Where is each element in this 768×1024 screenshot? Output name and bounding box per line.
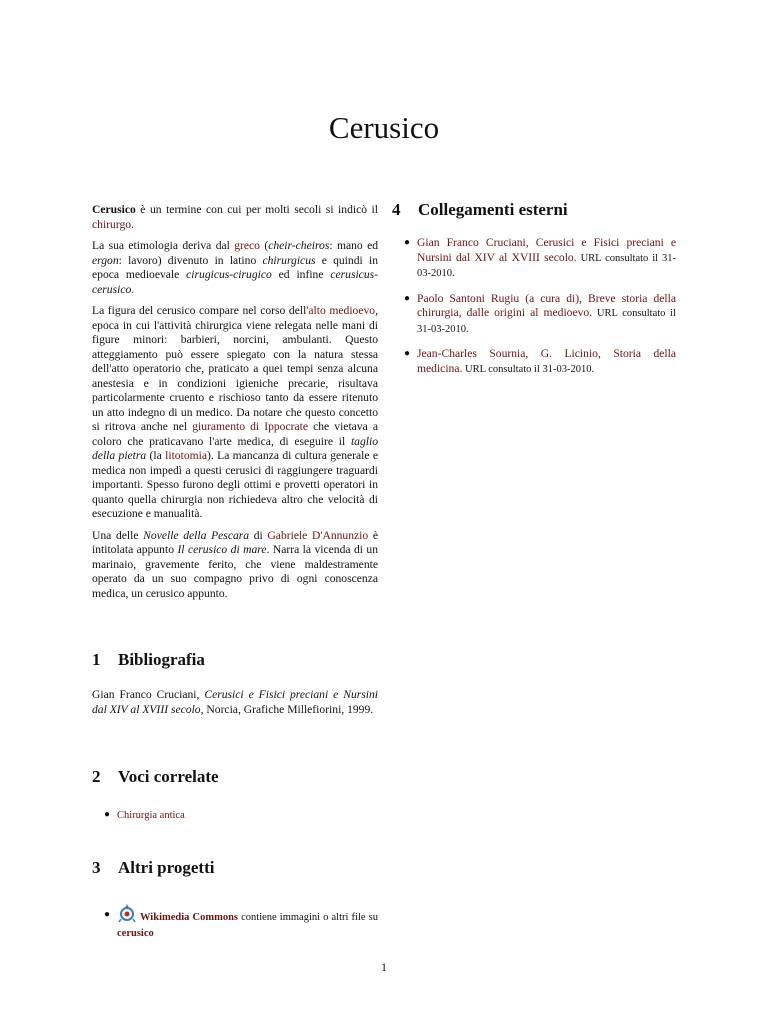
italic-text: cirugicus-cirugico	[186, 268, 272, 281]
bullet-icon: ●	[104, 909, 111, 920]
text: di	[249, 528, 268, 542]
voci-correlate-list	[92, 808, 378, 824]
text: La sua etimologia deriva dal	[92, 239, 235, 252]
intro-paragraph-2	[92, 239, 378, 297]
text: Una delle	[92, 528, 144, 542]
left-column	[92, 203, 378, 608]
text: (la	[146, 449, 166, 462]
page-number: 1	[381, 960, 387, 974]
section-number: 4	[392, 200, 401, 219]
section-title: Collegamenti esterni	[418, 200, 568, 219]
link-gabriele-dannunzio[interactable]: Gabriele D'Annunzio	[267, 528, 369, 542]
link-cerusico[interactable]: cerusico	[117, 927, 154, 939]
link-wikimedia-commons[interactable]: Wikimedia Commons	[140, 912, 239, 923]
text: e quindi in epoca medioevale	[92, 253, 379, 281]
intro-paragraph-3	[92, 304, 378, 522]
text: (	[259, 239, 269, 252]
intro-paragraph-4	[92, 529, 378, 602]
section-title: Bibliografia	[118, 650, 205, 669]
url-note: URL consultato il 31-03-2010.	[462, 363, 595, 375]
text: è intitolata appunto	[92, 528, 378, 556]
section-heading-bibliografia	[92, 650, 205, 670]
link-alto-medioevo[interactable]: alto medioevo	[308, 304, 376, 317]
page-title: Cerusico	[328, 110, 440, 145]
section-number: 1	[92, 650, 101, 669]
text: .	[131, 282, 135, 296]
bibliografia-entry	[92, 688, 378, 717]
text: Gian Franco Cruciani,	[92, 688, 205, 701]
text: è un termine con cui per molti secoli si indicò il	[135, 203, 378, 216]
url-note: URL consultato il 31-03-2010.	[417, 252, 677, 279]
text: ed infine	[271, 268, 331, 281]
italic-text: Cerusici e Fisici preciani e Nursini dal XIV al XVIII secolo	[92, 688, 378, 716]
list-item	[392, 236, 676, 282]
link-litotomia[interactable]: litotomia	[165, 449, 208, 462]
text: che vietava a coloro che praticavano l'arte medica, di eseguire il	[92, 420, 378, 448]
bullet-icon: ●	[404, 292, 411, 304]
italic-text: cerusicus-cerusico	[92, 268, 378, 296]
italic-text: ergon	[92, 253, 119, 267]
italic-text: taglio della pietra	[92, 434, 378, 462]
italic-text: Novelle della Pescara	[143, 528, 250, 542]
list-item	[92, 903, 378, 941]
link-chirurgia-antica[interactable]: Chirurgia antica	[117, 810, 185, 821]
section-title: Altri progetti	[118, 858, 215, 877]
bullet-icon: ●	[404, 348, 411, 359]
italic-text: cheir-cheiros	[268, 239, 330, 252]
text: : lavoro) divenuto in latino	[118, 253, 263, 267]
term-bold: Cerusico	[92, 203, 136, 216]
text: ). La mancanza di cultura generale e medica non impedì a questi cerusici di raggiungere traguardi importanti. Spesso furono degli ottimi e provetti operatori in quanto quella chirurgia non richiedeva altro che velocità di esecuzione e manualità.	[92, 449, 378, 520]
section-heading-collegamenti-esterni	[392, 200, 568, 220]
external-link-cruciani[interactable]: Gian Franco Cruciani, Cerusici e Fisici preciani e Nursini dal XIV al XVIII secolo.	[417, 236, 676, 264]
url-note: URL consultato il 31-03-2010.	[417, 308, 676, 335]
list-item	[92, 808, 378, 824]
text: , Norcia, Grafiche Millefiorini, 1999.	[200, 702, 374, 716]
section-number: 2	[92, 767, 101, 786]
section-title: Voci correlate	[118, 767, 219, 786]
list-item	[392, 347, 676, 377]
italic-text: chirurgicus	[262, 253, 316, 267]
intro-paragraph-1	[92, 203, 378, 232]
collegamenti-esterni-list	[392, 236, 676, 377]
list-item	[392, 292, 676, 338]
link-giuramento-di-ippocrate[interactable]: giuramento di Ippocrate	[192, 420, 308, 433]
section-heading-altri-progetti	[92, 858, 214, 878]
external-link-santoni-rugiu[interactable]: Paolo Santoni Rugiu (a cura di), Breve storia della chirurgia, dalle origini al medioevo.	[417, 291, 676, 319]
italic-text: Il cerusico di mare	[177, 543, 267, 556]
text: contiene immagini o altri file su	[238, 912, 378, 923]
section-number: 3	[92, 858, 101, 877]
section-heading-voci-correlate	[92, 767, 219, 787]
text: : mano ed	[329, 239, 379, 252]
wikimedia-commons-icon	[117, 903, 137, 923]
bullet-icon: ●	[404, 237, 411, 248]
altri-progetti-list	[92, 903, 378, 941]
text: . Narra la vicenda di un marinaio, gravemente ferito, che viene maldestramente operato da un suo compagno privo di ogni conoscenza medica, un cerusico appunto.	[92, 543, 378, 600]
text: La figura del cerusico compare nel corso dell'	[92, 304, 309, 317]
link-chirurgo[interactable]: chirurgo	[92, 217, 132, 231]
text: .	[131, 217, 134, 231]
external-link-sournia[interactable]: Jean-Charles Sournia, G. Licinio, Storia della medicina.	[417, 347, 676, 375]
link-greco[interactable]: greco	[234, 239, 260, 252]
bullet-icon: ●	[104, 809, 111, 820]
text: , epoca in cui l'attività chirurgica viene relegata nelle mani di figure minori: barbieri, norcini, ambulanti. Questo atteggiamento può essere spiegato con la natura stessa dell'atto operatorio che, praticato a quei tempi senza alcuna anestesia e in condizioni igieniche precarie, risultava particolarmente cruento e rischioso tanto da essere ritenuto un atto indegno di un medico. Da notare che questo concetto si ritrova anche nel	[92, 304, 378, 433]
